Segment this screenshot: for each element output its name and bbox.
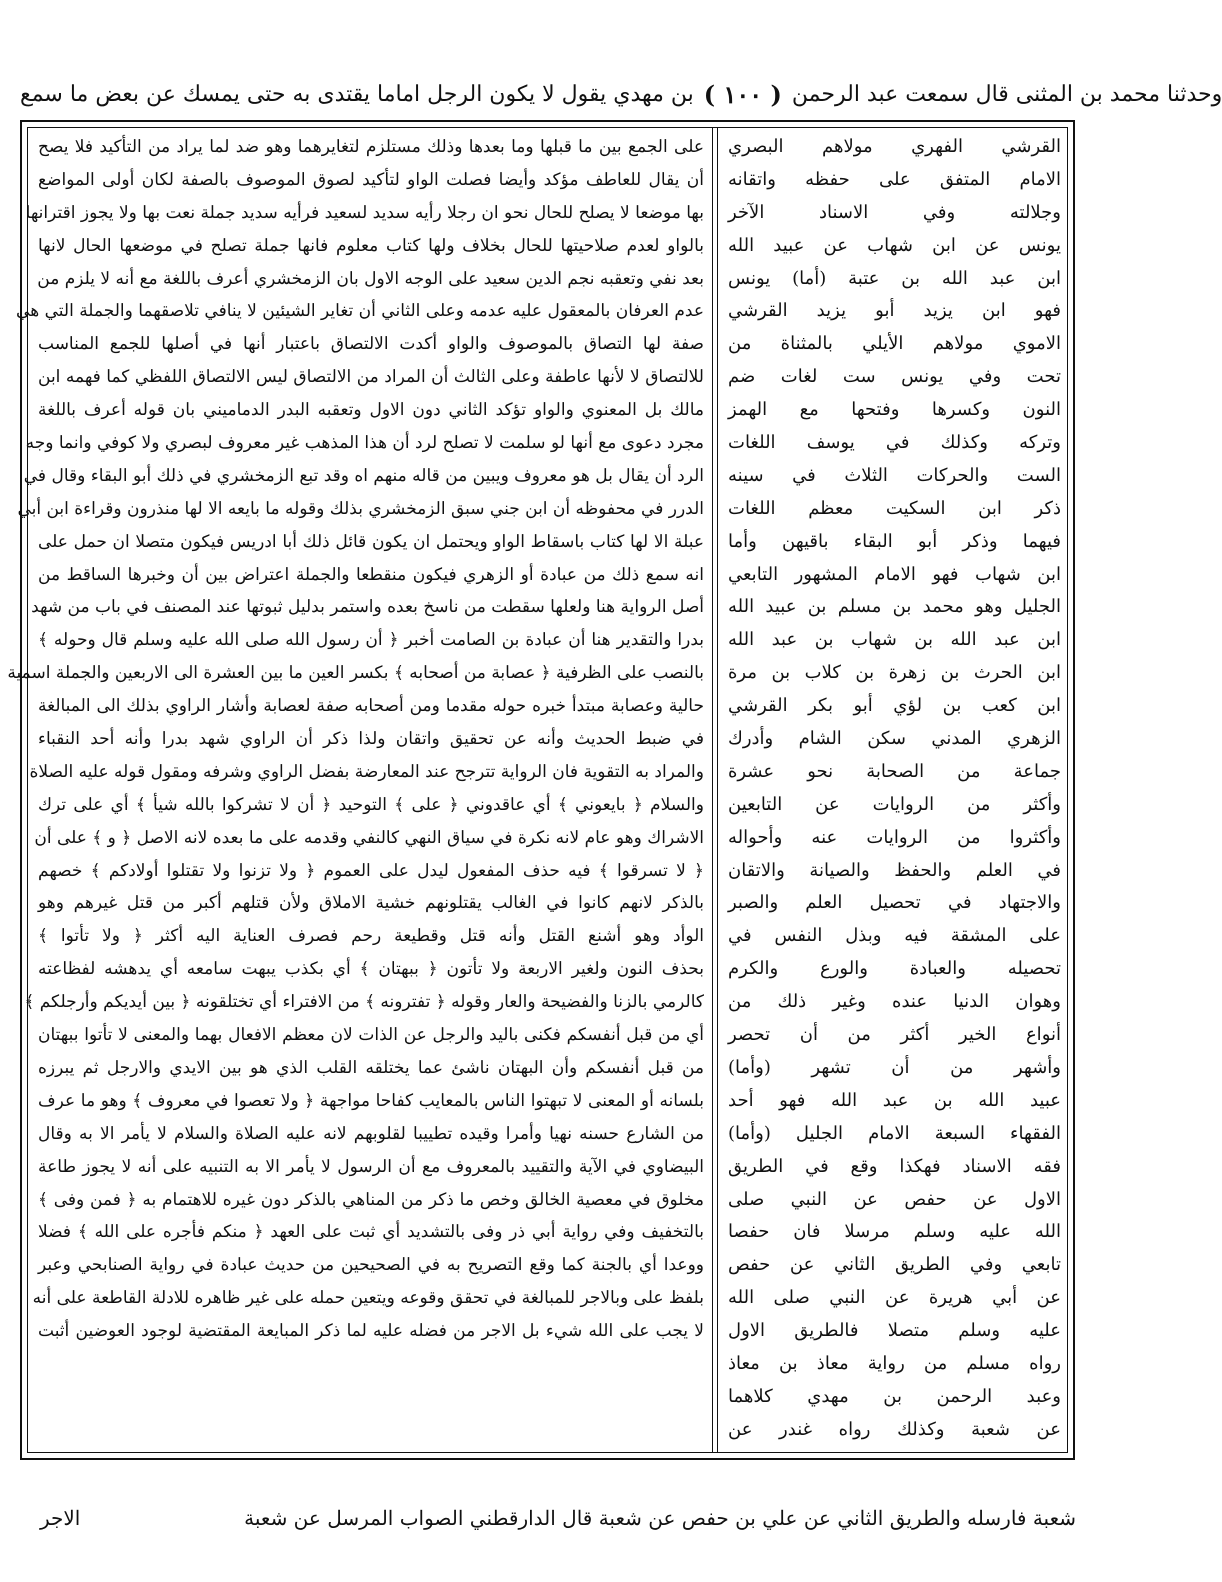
header-text-right: وحدثنا محمد بن المثنى قال سمعت عبد الرحمن — [791, 81, 1222, 107]
main-text-line: صفة لها التصاق بالموصوف والواو أكدت الالتصاق باعتبار أنها في أصلها للجمع المناسب — [38, 334, 704, 355]
main-text-line: الاشراك وهو عام لانه نكرة في سياق النهي كالنفي وقدمه على ما بعده لانه الاصل ﴿ و ﴾ على أن — [34, 827, 704, 848]
main-text-line: بعد نفي وتعقبه نجم الدين سعيد على الوجه الاول بان الزمخشري أعرف باللغة مع أنه لا يلزم من — [37, 268, 704, 289]
main-text-line: لا يجب على الله شيء بل الاجر من فضله عليه لما ذكر المبايعة المقتضية لوجود العوضين أثبت — [38, 1321, 704, 1342]
main-text-line: حالية وعصابة مبتدأ خبره حوله مقدما ومن أصحابه صفة لعصابة وأشار الراوي بذلك الى المبالغة — [38, 696, 704, 717]
margin-text-line: الفقهاء السبعة الامام الجليل (وأما) — [728, 1122, 1061, 1144]
main-text-line: ووعدا أي بالجنة كما وقع التصريح به في الصحيحين من حديث عبادة في رواية الصنابحي وعبر — [38, 1255, 704, 1276]
main-text-line: عبلة الا لها كتاب باسقاط الواو ويحتمل ان يكون قائل ذلك أبا ادريس فيكون متصلا ان حمل على — [38, 531, 704, 552]
margin-commentary-column — [728, 131, 1061, 1449]
main-text-line: بدرا والتقدير هنا أن عبادة بن الصامت أخبر ﴿ أن رسول الله صلى الله عليه وسلم قال وحوله ﴾ — [38, 630, 704, 651]
main-text-line: الوأد وهو أشنع القتل وأنه قتل وقطيعة رحم فصرف العناية اليه أكثر ﴿ ولا تأتوا ﴾ — [38, 926, 704, 947]
margin-text-line: تابعي وفي الطريق الثاني عن حفص — [728, 1254, 1061, 1276]
margin-text-line: تحت وفي يونس ست لغات ضم — [728, 366, 1061, 388]
header-text-left: بن مهدي يقول لا يكون الرجل اماما يقتدى به حتى يمسك عن بعض ما سمع — [20, 81, 694, 107]
main-text-line: بلسانه أو المعنى لا تبهتوا الناس بالمعايب كفاحا مواجهة ﴿ ولا تعصوا في معروف ﴾ وهو ما عرف — [38, 1090, 704, 1111]
margin-text-line: ابن كعب بن لؤي أبو بكر القرشي — [728, 695, 1061, 717]
main-text-line: كالرمي بالزنا والفضيحة والعار وقوله ﴿ تفترونه ﴾ من الافتراء أي تختلقونه ﴿ بين أيديكم وأرجلكم ﴾ — [24, 992, 704, 1013]
margin-text-line: ابن عبد الله بن عتبة (أما) يونس — [728, 267, 1061, 289]
margin-text-line: وعبد الرحمن بن مهدي كلاهما — [728, 1385, 1061, 1407]
main-text-line: والسلام ﴿ بايعوني ﴾ أي عاقدوني ﴿ على ﴾ التوحيد ﴿ أن لا تشركوا بالله شيأ ﴾ أي على ترك — [38, 794, 704, 815]
page-header — [20, 72, 1222, 116]
margin-text-line: فيهما وذكر أبو البقاء باقيهن وأما — [728, 530, 1061, 552]
margin-text-line: الامام المتفق على حفظه واتقانه — [728, 168, 1061, 190]
margin-text-line: رواه مسلم من رواية معاذ بن معاذ — [728, 1352, 1061, 1374]
margin-text-line: وجلالته وفي الاسناد الآخر — [728, 201, 1061, 223]
margin-text-line: النون وكسرها وفتحها مع الهمز — [728, 399, 1061, 421]
margin-text-line: أنواع الخير أكثر من أن تحصر — [728, 1024, 1061, 1046]
main-text-line: بالتخفيف وفي رواية أبي ذر وفى بالتشديد أي ثبت على العهد ﴿ منكم فأجره على الله ﴾ فضلا — [38, 1222, 704, 1243]
main-text-line: من الشارع حسنه نهيا وأمرا وقيده تطييبا لقلوبهم لانه عليه الصلاة والسلام لا يأمر الا به وقال — [38, 1123, 704, 1144]
margin-text-line: عبيد الله بن عبد الله فهو أحد — [728, 1089, 1061, 1111]
main-text-line: أي من قبل أنفسكم فكنى باليد والرجل عن الذات لان معظم الافعال بهما والمعنى لا تأتوا ببهتان — [38, 1025, 704, 1046]
margin-text-line: وأكثروا من الروايات عنه وأحواله — [728, 826, 1061, 848]
margin-text-line: على المشقة فيه وبذل النفس في — [728, 925, 1061, 947]
margin-text-line: في العلم والحفظ والصيانة والاتقان — [728, 859, 1061, 881]
margin-text-line: القرشي الفهري مولاهم البصري — [728, 136, 1061, 157]
margin-text-line: ذكر ابن السكيت معظم اللغات — [728, 497, 1061, 519]
margin-text-line: والاجتهاد في تحصيل العلم والصبر — [728, 892, 1061, 914]
main-text-line: انه سمع ذلك من عبادة أو الزهري فيكون منقطعا والجملة اعتراض بين أن وخبرها الساقط من — [38, 564, 704, 585]
margin-text-line: الجليل وهو محمد بن مسلم بن عبيد الله — [728, 596, 1061, 618]
main-text-line: في ضبط الحديث وأنه عن تحقيق واتقان ولذا ذكر أن الراوي شهد بدرا وأنه أحد النقباء — [38, 729, 704, 750]
main-text-line: بالواو لعدم صلاحيتها للحال بخلاف ولها كتاب معلوم فانها جملة تصلح في موضعها الحال لانها — [38, 235, 704, 256]
main-text-line: عدم العرفان بالمعقول عليه عدمه وعلى الثاني أن تغاير الشيئين لا ينافي تلاصقهما والجملة التي هي — [16, 301, 704, 322]
main-text-line: بها موضعا لا يصلح للحال نحو ان رجلا رأيه سديد لسعيد فرأيه سديد جملة نعت بها ولا يجوز اقترانها — [25, 202, 704, 223]
margin-text-line: الاول عن حفص عن النبي صلى — [728, 1188, 1061, 1210]
main-commentary-column — [7, 131, 704, 1449]
main-text-line: بالنصب على الظرفية ﴿ عصابة من أصحابه ﴾ بكسر العين ما بين العشرة الى الاربعين والجملة اسمية — [7, 663, 704, 684]
margin-text-line: الله عليه وسلم مرسلا فان حفصا — [728, 1221, 1061, 1243]
main-text-line: الرد أن يقال بل هو معروف ويبين من قاله منهم اه وقد تبع الزمخشري في ذلك أبو البقاء وقال في — [23, 465, 704, 486]
margin-text-line: الزهري المدني سكن الشام وأدرك — [728, 728, 1061, 750]
main-text-line: على الجمع بين ما قبلها وما بعدها وذلك مستلزم لتغايرهما وهو ضد لما يراد من التأكيد فلا يصح — [38, 137, 704, 157]
main-text-line: أصل الرواية هنا ولعلها سقطت من ناسخ بعده واستمر بدليل ثبوتها عند المصنف في باب من شهد — [31, 597, 704, 618]
margin-text-line: جماعة من الصحابة نحو عشرة — [728, 760, 1061, 782]
page-footer — [20, 1498, 1076, 1538]
main-text-line: مالك بل المعنوي والواو تؤكد الثاني دون الاول وتعقبه البدر الدماميني بان قوله أعرف باللغة — [38, 400, 704, 421]
column-divider — [712, 127, 718, 1453]
margin-text-line: وأشهر من أن تشهر (وأما) — [728, 1056, 1061, 1078]
margin-text-line: الست والحركات الثلاث في سينه — [728, 464, 1061, 486]
main-text-line: من قبل أنفسكم وأن البهتان ناشئ عما يختلقه القلب الذي هو بين الايدي والارجل ثم يبرزه — [38, 1057, 704, 1078]
margin-text-line: فهو ابن يزيد أبو يزيد القرشي — [728, 300, 1061, 322]
margin-text-line: عن شعبة وكذلك رواه غندر عن — [728, 1418, 1061, 1440]
main-text-line: بحذف النون ولغير الاربعة ولا تأتون ﴿ ببهتان ﴾ أي بكذب يبهت سامعه أي يدهشه لفظاعته — [38, 959, 704, 980]
margin-text-line: فقه الاسناد فهكذا وقع في الطريق — [728, 1155, 1061, 1177]
margin-text-line: تحصيله والعبادة والورع والكرم — [728, 958, 1061, 980]
main-text-line: للالتصاق لا لأنها عاطفة وعلى الثالث أن المراد من الالتصاق ليس الالتصاق اللفظي كما فهمه ابن — [38, 367, 704, 388]
margin-text-line: وأكثر من الروايات عن التابعين — [728, 793, 1061, 815]
margin-text-line: عن أبي هريرة عن النبي صلى الله — [728, 1287, 1061, 1309]
main-text-line: ﴿ لا تسرقوا ﴾ فيه حذف المفعول ليدل على العموم ﴿ ولا تزنوا ولا تقتلوا أولادكم ﴾ خصهم — [38, 860, 704, 881]
margin-text-line: الاموي مولاهم الأيلي بالمثناة من — [728, 333, 1061, 355]
main-text-line: بلفظ على وبالاجر للمبالغة في تحقق وقوعه ويتعين حمله على غير ظاهره للادلة القاطعة على أنه — [32, 1288, 704, 1309]
margin-text-line: عليه وسلم متصلا فالطريق الاول — [728, 1320, 1061, 1342]
margin-text-line: ابن شهاب فهو الامام المشهور التابعي — [728, 563, 1061, 585]
main-text-line: والمراد به التقوية فان الرواية تترجح عند المعارضة بفضل الراوي وشرفه ومقول قوله عليه الصلاة — [29, 761, 704, 782]
main-text-line: الدرر في محفوظه أن ابن جني سبق الزمخشري بذلك وقوله ما بايعه الا لها منذرون وقراءة ابن أبي — [17, 498, 704, 519]
main-text-line: أن يقال للعاطف مؤكد وأيضا فصلت الواو لتأكيد لصوق الموصوف بالصفة لكان أولى المواضع — [38, 169, 704, 190]
main-text-line: البيضاوي في الآية والتقييد بالمعروف مع أن الرسول لا يأمر الا به التنبيه على أنه لا يجوز طاعة — [38, 1156, 704, 1177]
catchword: الاجر — [40, 1506, 81, 1530]
margin-text-line: وهوان الدنيا عنده وغير ذلك من — [728, 991, 1061, 1013]
margin-text-line: وتركه وكذلك في يوسف اللغات — [728, 432, 1061, 454]
footer-text: شعبة فارسله والطريق الثاني عن علي بن حفص عن شعبة قال الدارقطني الصواب المرسل عن شعبة — [244, 1506, 1076, 1530]
page-number: ( ١٠٠ ) — [703, 79, 782, 109]
margin-text-line: ابن عبد الله بن شهاب بن عبد الله — [728, 629, 1061, 651]
main-text-line: بالذكر لانهم كانوا في الغالب يقتلونهم خشية الاملاق ولأن قتلهم أكبر من قتل غيرهم وهو — [38, 893, 704, 914]
main-text-line: مجرد دعوى مع أنها لو سلمت لا تصلح لرد أن هذا المذهب غير معروف لبصري ولا كوفي وانما وجه — [25, 433, 704, 454]
margin-text-line: يونس عن ابن شهاب عن عبيد الله — [728, 234, 1061, 256]
margin-text-line: ابن الحرث بن زهرة بن كلاب بن مرة — [728, 662, 1061, 684]
main-text-line: مخلوق في معصية الخالق وخص ما ذكر من المناهي بالذكر دون غيره للاهتمام به ﴿ فمن وفى ﴾ — [38, 1189, 704, 1210]
